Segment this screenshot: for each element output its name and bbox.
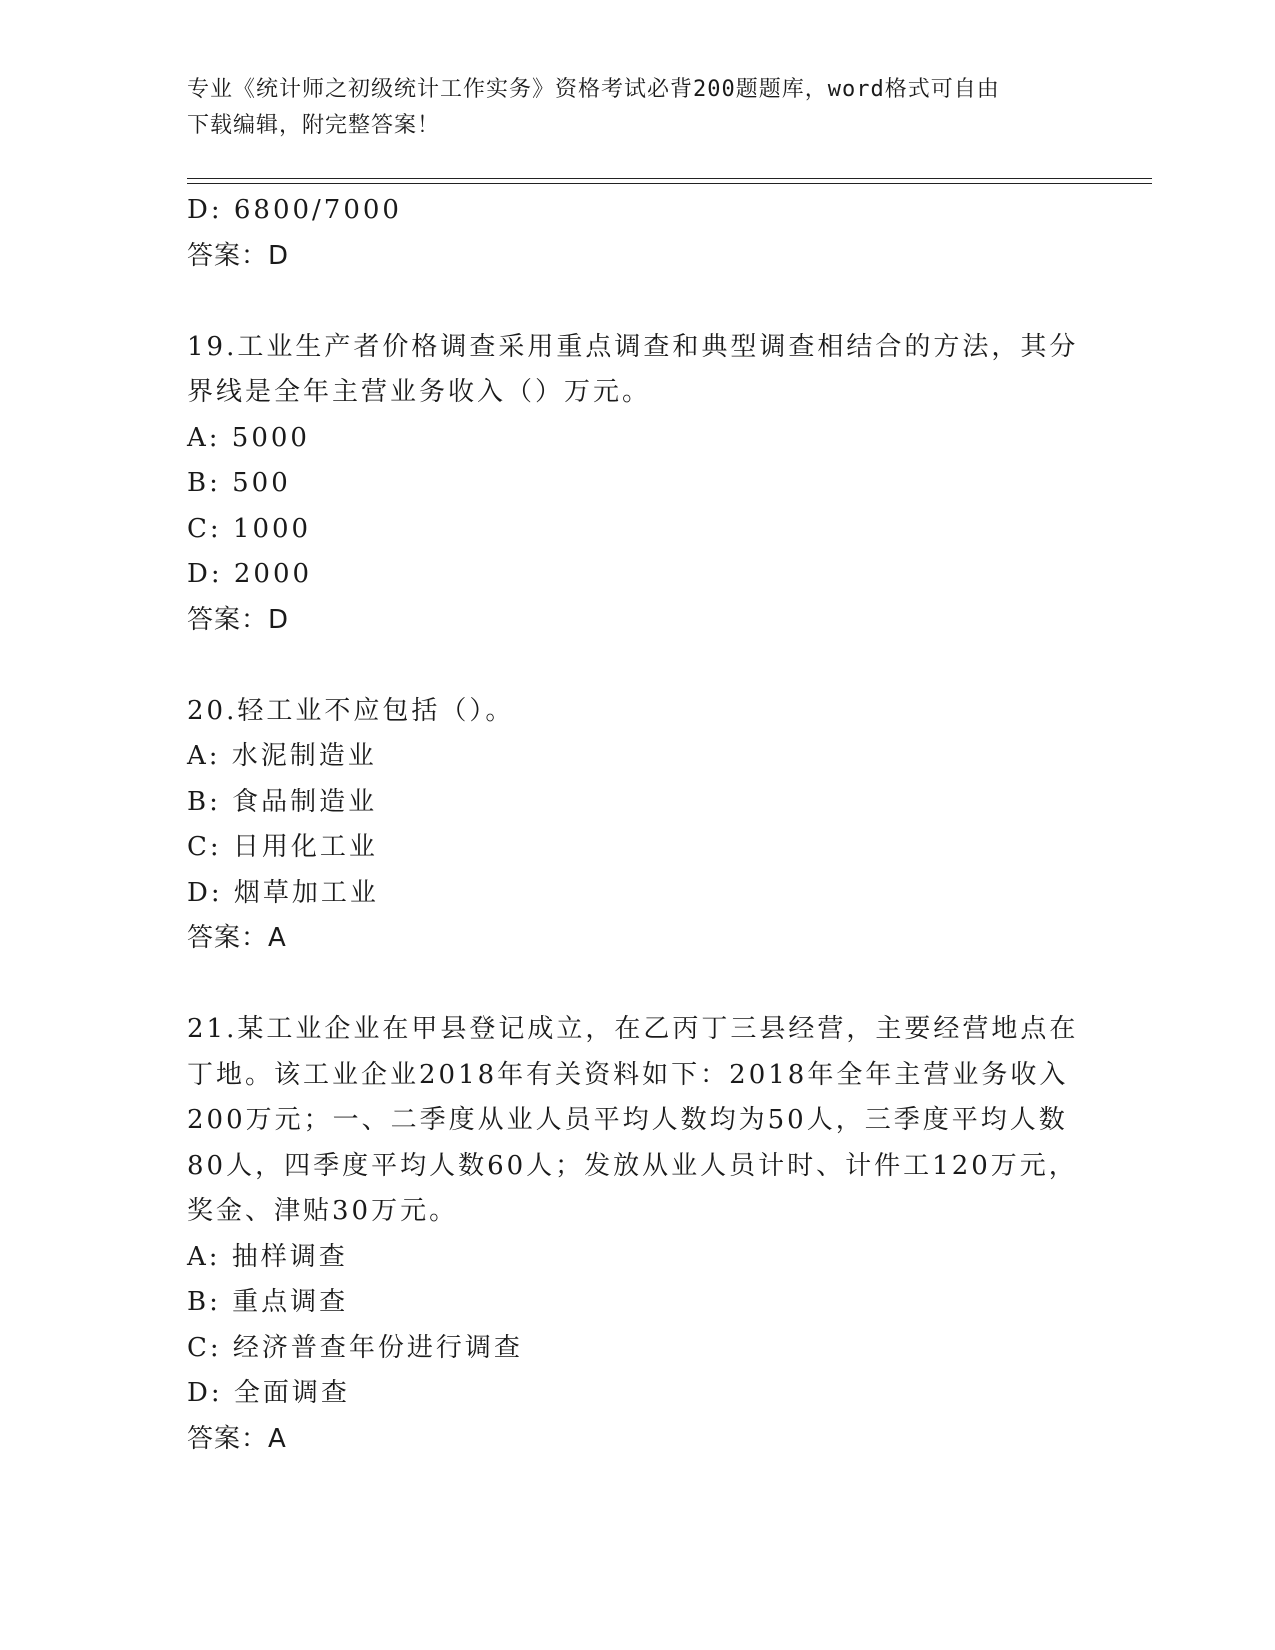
header-divider-bottom — [187, 183, 1152, 184]
option-d: D: 2000 — [187, 559, 313, 589]
document-body — [187, 188, 1087, 1462]
question-stem: 21.某工业企业在甲县登记成立，在乙丙丁三县经营，主要经营地点在 — [187, 1014, 1079, 1044]
option-d: D: 6800/7000 — [187, 195, 402, 225]
option-b: B: 重点调查 — [187, 1287, 349, 1317]
option-a: A: 抽样调查 — [187, 1241, 348, 1272]
answer-line: 答案：A — [187, 923, 287, 953]
question-stem: 丁地。该工业企业2018年有关资料如下：2018年全年主营业务收入 — [187, 1059, 1069, 1090]
question-stem: 20.轻工业不应包括（）。 — [187, 695, 515, 726]
option-a: A: 水泥制造业 — [187, 741, 377, 771]
question-stem: 200万元；一、二季度从业人员平均人数均为50人，三季度平均人数 — [187, 1105, 1068, 1135]
option-c: C: 1000 — [187, 513, 312, 544]
header-line-1: 专业《统计师之初级统计工作实务》资格考试必背200题题库，word格式可自由 — [187, 77, 1000, 102]
option-a: A: 5000 — [187, 422, 310, 453]
header-line-2: 下载编辑，附完整答案！ — [187, 113, 441, 138]
continued-question — [187, 188, 1087, 279]
option-d: D: 全面调查 — [187, 1378, 350, 1408]
answer-line: 答案：A — [187, 1423, 287, 1454]
spacer — [187, 643, 1087, 689]
spacer — [187, 962, 1087, 1008]
question-stem: 奖金、津贴30万元。 — [187, 1196, 459, 1226]
question-stem: 19.工业生产者价格调查采用重点调查和典型调查相结合的方法，其分 — [187, 331, 1079, 362]
option-b: B: 食品制造业 — [187, 786, 378, 817]
question-stem: 界线是全年主营业务收入（）万元。 — [187, 377, 652, 407]
document-header — [187, 72, 1067, 144]
question-19 — [187, 325, 1087, 644]
option-c: C: 经济普查年份进行调查 — [187, 1332, 523, 1363]
answer-line: 答案：D — [187, 604, 290, 635]
header-divider-top — [187, 178, 1152, 179]
option-b: B: 500 — [187, 468, 291, 498]
question-21 — [187, 1007, 1087, 1462]
option-c: C: 日用化工业 — [187, 832, 378, 862]
question-20 — [187, 689, 1087, 962]
question-stem: 80人，四季度平均人数60人；发放从业人员计时、计件工120万元， — [187, 1150, 1078, 1181]
answer-line: 答案：D — [187, 240, 290, 271]
spacer — [187, 279, 1087, 325]
option-d: D: 烟草加工业 — [187, 877, 379, 908]
